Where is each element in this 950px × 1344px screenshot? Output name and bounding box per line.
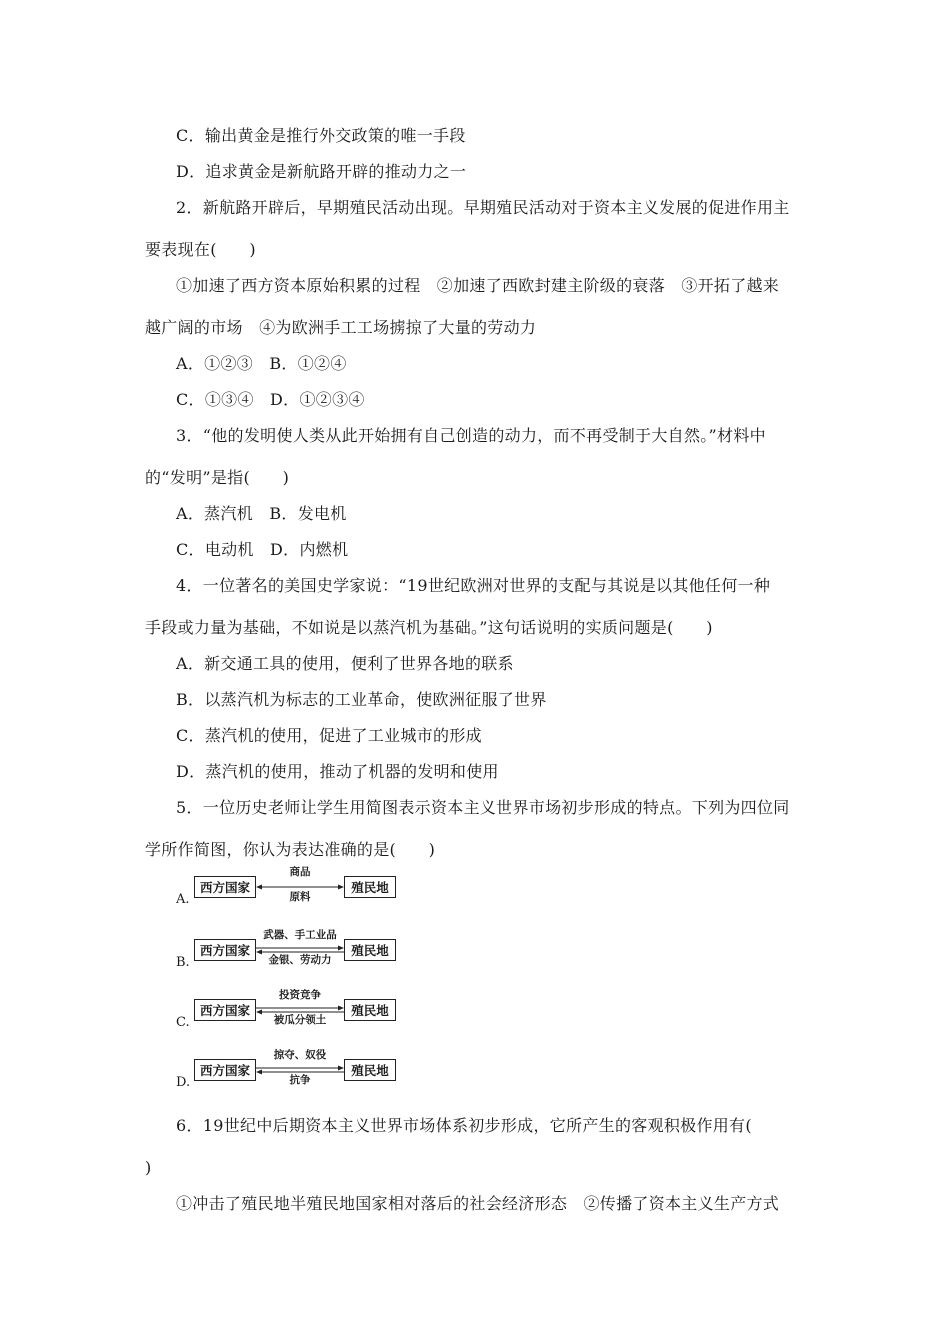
- diagram-option-b: [176, 929, 406, 975]
- question-3-stem-cont: 的“发明”是指( ): [145, 468, 290, 487]
- bottom-arrow-label: 抗争: [289, 1074, 311, 1086]
- diagram-option-c: [176, 989, 406, 1035]
- question-6-stem: 6．19世纪中后期资本主义世界市场体系初步形成，它所产生的客观积极作用有(: [176, 1116, 752, 1135]
- diagram-option-d: [176, 1049, 406, 1095]
- question-5-stem-cont: 学所作简图，你认为表达准确的是( ): [145, 840, 436, 859]
- diagram-option-a: [176, 866, 406, 912]
- question-2-stem-cont: 要表现在( ): [145, 240, 256, 259]
- question-3-stem: 3．“他的发明使人类从此开始拥有自己创造的动力，而不再受制于大自然。”材料中: [176, 426, 766, 445]
- colony-box: 殖民地: [344, 876, 396, 898]
- colony-box: 殖民地: [344, 999, 396, 1021]
- bottom-arrow-label: 原料: [289, 891, 311, 903]
- question-5-stem: 5．一位历史老师让学生用简图表示资本主义世界市场初步形成的特点。下列为四位同: [176, 798, 790, 817]
- question-6-stem-cont: ): [145, 1158, 152, 1177]
- question-4-stem: 4．一位著名的美国史学家说：“19世纪欧洲对世界的支配与其说是以其他任何一种: [176, 576, 771, 595]
- diagram-letter: B.: [176, 955, 190, 970]
- option-1c: C．输出黄金是推行外交政策的唯一手段: [176, 126, 466, 145]
- question-4-option-b: B．以蒸汽机为标志的工业革命，使欧洲征服了世界: [176, 690, 547, 709]
- question-2-options-ab: A．①②③ B．①②④: [176, 354, 347, 373]
- western-countries-box: 西方国家: [194, 876, 256, 898]
- bottom-arrow-label: 被瓜分领土: [273, 1014, 327, 1026]
- top-arrow-label: 武器、手工业品: [263, 929, 337, 941]
- question-2-options-cd: C．①③④ D．①②③④: [176, 390, 365, 409]
- western-countries-box: 西方国家: [194, 999, 256, 1021]
- diagram-letter: C.: [176, 1015, 190, 1030]
- question-4-option-d: D．蒸汽机的使用，推动了机器的发明和使用: [176, 762, 499, 781]
- question-2-stem: 2．新航路开辟后，早期殖民活动出现。早期殖民活动对于资本主义发展的促进作用主: [176, 198, 790, 217]
- question-4-stem-cont: 手段或力量为基础，不如说是以蒸汽机为基础。”这句话说明的实质问题是( ): [145, 618, 713, 637]
- top-arrow-label: 商品: [289, 866, 311, 878]
- colony-box: 殖民地: [344, 1059, 396, 1081]
- question-2-items-cont: 越广阔的市场 ④为欧洲手工工场掳掠了大量的劳动力: [145, 318, 537, 337]
- western-countries-box: 西方国家: [194, 1059, 256, 1081]
- question-3-options-ab: A．蒸汽机 B．发电机: [176, 504, 347, 523]
- option-1d: D．追求黄金是新航路开辟的推动力之一: [176, 162, 467, 181]
- question-4-option-c: C．蒸汽机的使用，促进了工业城市的形成: [176, 726, 482, 745]
- question-6-items: ①冲击了殖民地半殖民地国家相对落后的社会经济形态 ②传播了资本主义生产方式: [176, 1194, 780, 1213]
- western-countries-box: 西方国家: [194, 939, 256, 961]
- question-4-option-a: A．新交通工具的使用，便利了世界各地的联系: [176, 654, 514, 673]
- bottom-arrow-label: 金银、劳动力: [268, 954, 332, 966]
- top-arrow-label: 投资竞争: [279, 989, 321, 1001]
- colony-box: 殖民地: [344, 939, 396, 961]
- diagram-letter: A.: [176, 892, 190, 907]
- diagram-letter: D.: [176, 1075, 191, 1090]
- question-2-items: ①加速了西方资本原始积累的过程 ②加速了西欧封建主阶级的衰落 ③开拓了越来: [176, 276, 780, 295]
- top-arrow-label: 掠夺、奴役: [273, 1049, 327, 1061]
- question-3-options-cd: C．电动机 D．内燃机: [176, 540, 349, 559]
